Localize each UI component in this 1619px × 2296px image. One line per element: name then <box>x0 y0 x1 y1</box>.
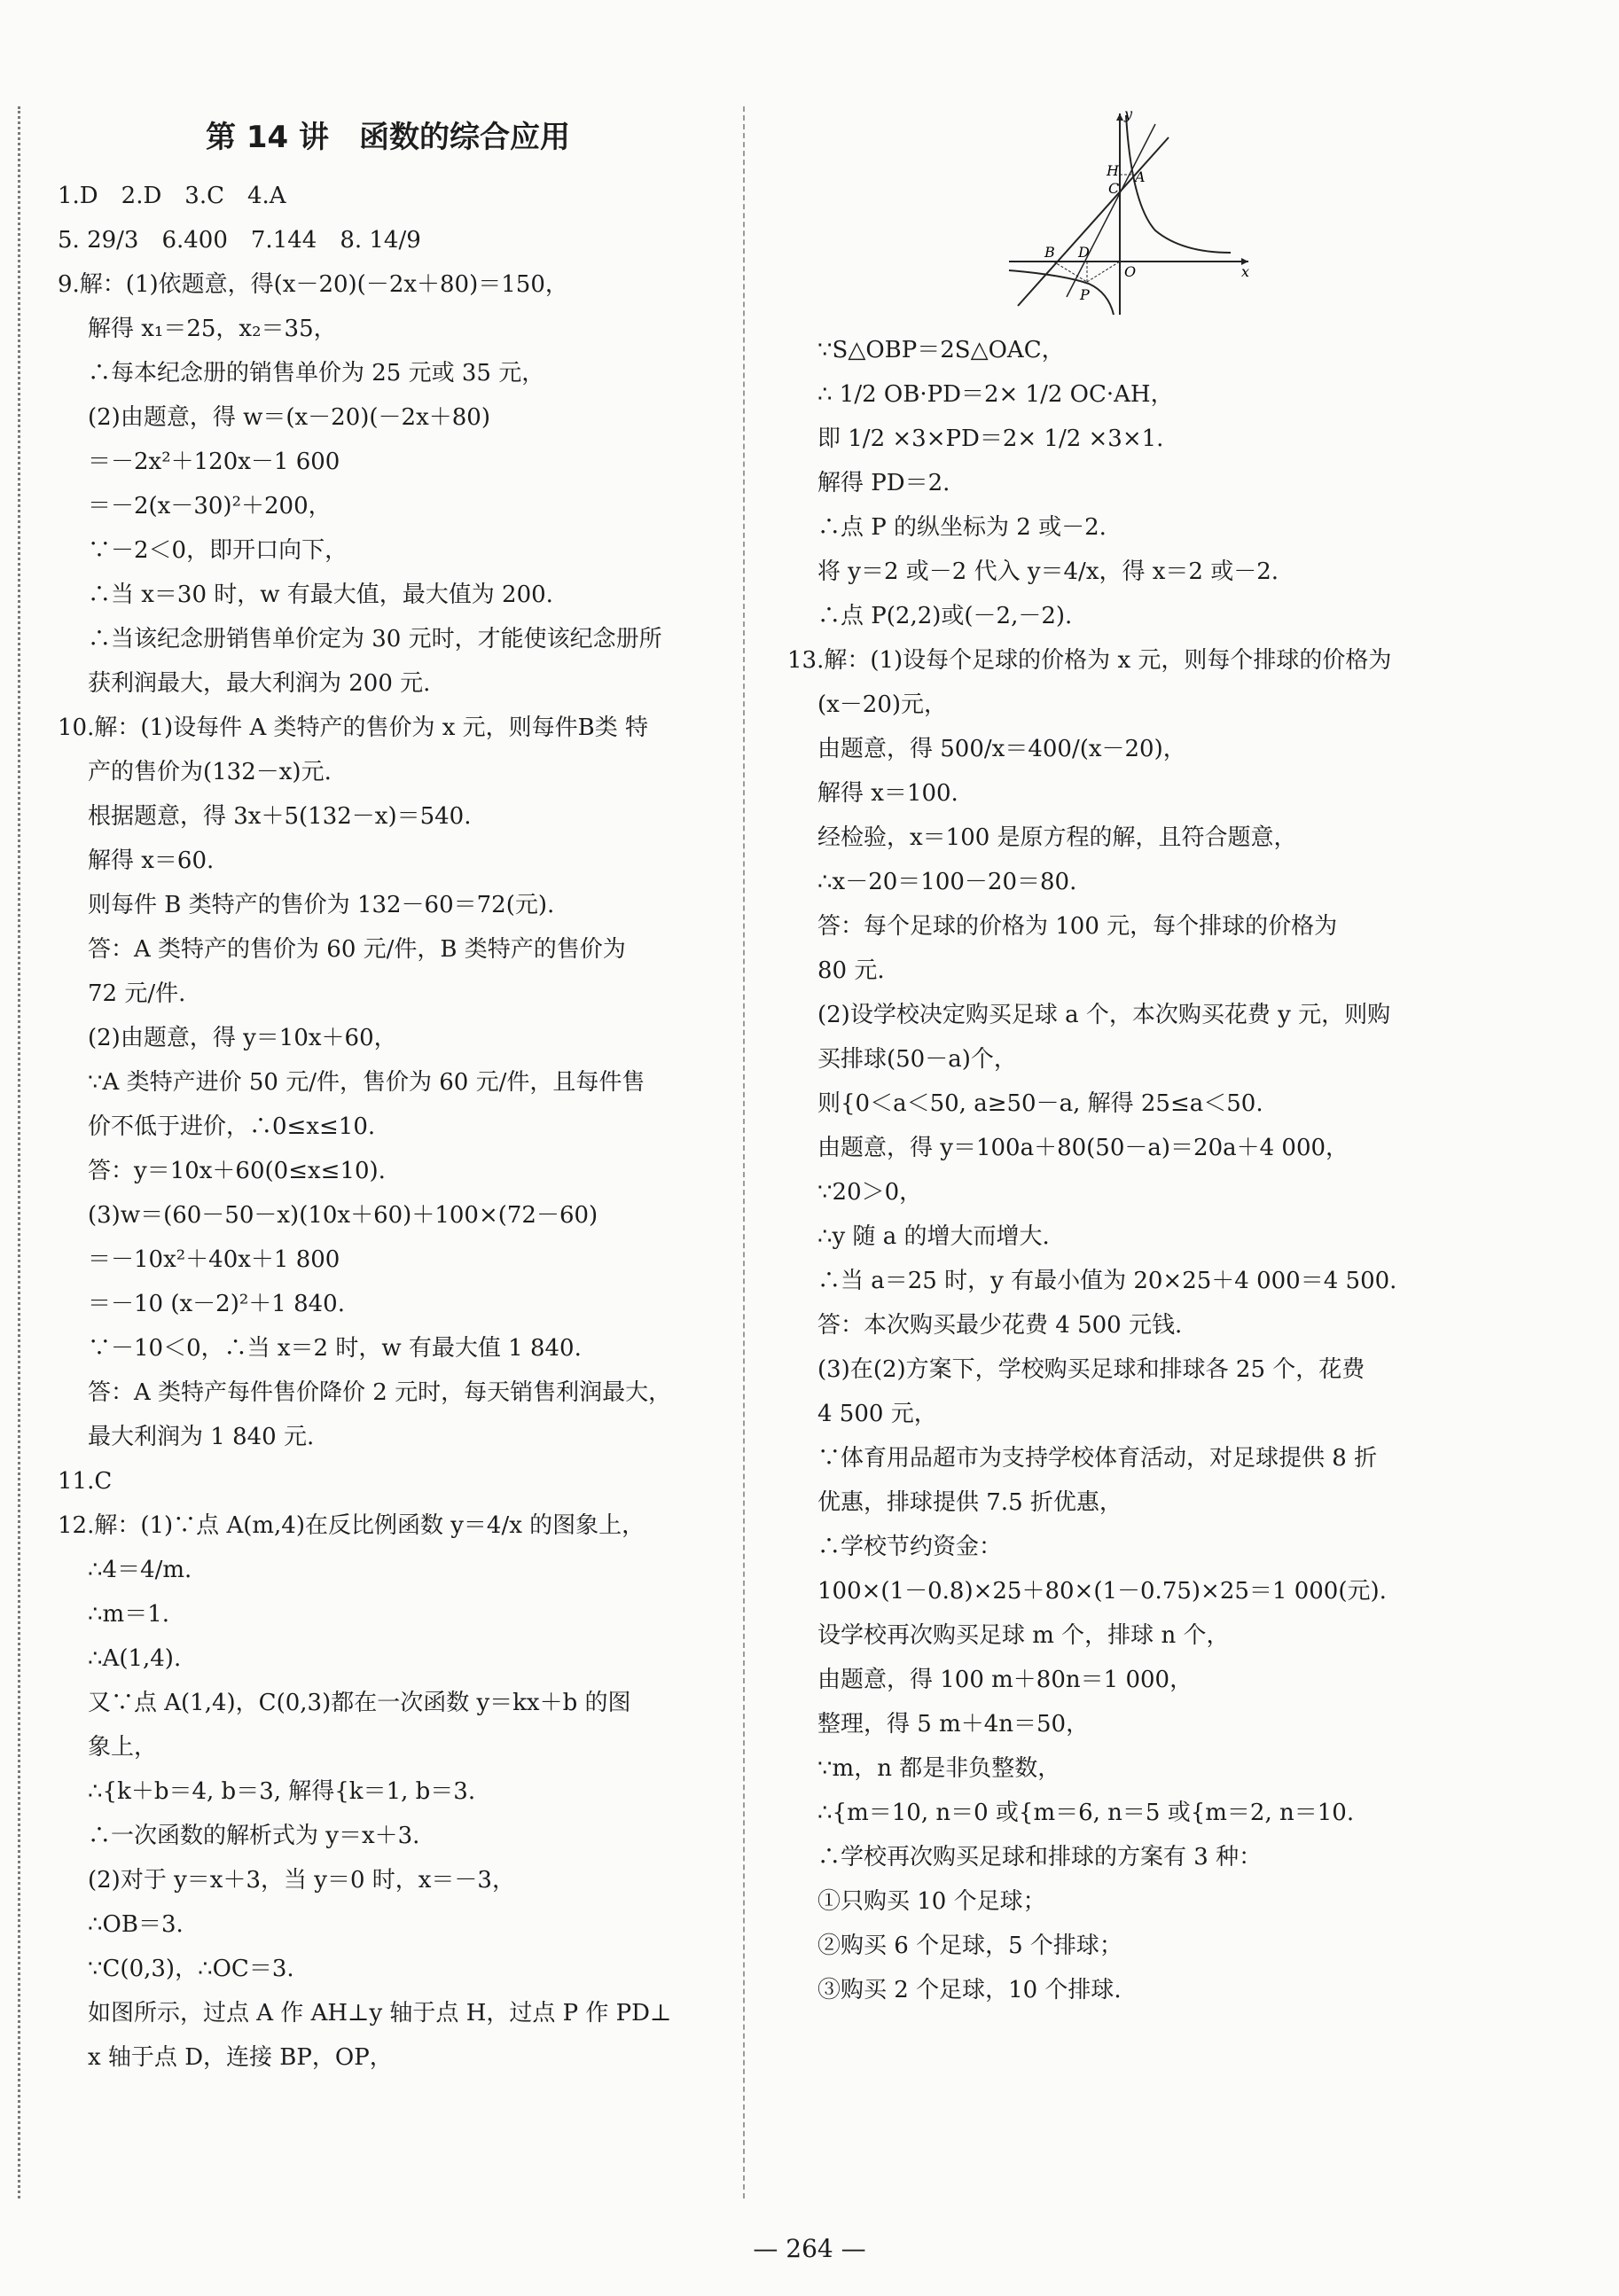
answer-line: ③购买 2 个足球，10 个排球. <box>817 1977 1122 2003</box>
answer-line: ＝－10 (x－2)²＋1 840. <box>88 1291 345 1317</box>
answer-line: 100×(1－0.8)×25＋80×(1－0.75)×25＝1 000(元). <box>817 1578 1387 1605</box>
answer-line: ∴点 P(2,2)或(－2,－2). <box>817 603 1073 629</box>
right-answer-lines <box>787 328 1448 2012</box>
answer-line: 由题意，得 500/x＝400/(x－20)， <box>817 736 1186 762</box>
answer-line: 解得 x₁＝25，x₂＝35， <box>88 316 337 342</box>
answer-line: 象上， <box>88 1734 158 1761</box>
answer-line: (x－20)元， <box>817 691 948 718</box>
label-p: P <box>1080 286 1090 303</box>
answer-line: ∵m，n 都是非负整数， <box>817 1755 1061 1782</box>
label-d: D <box>1078 244 1090 261</box>
answer-line: ∴当 x＝30 时，w 有最大值，最大值为 200. <box>88 582 553 608</box>
answer-line: ∴m＝1. <box>88 1601 170 1628</box>
answer-line: 答：本次购买最少花费 4 500 元钱. <box>817 1312 1183 1339</box>
answer-line: ＝－10x²＋40x＋1 800 <box>88 1246 340 1273</box>
answer-line: ∴x－20＝100－20＝80. <box>817 869 1077 895</box>
answer-line: 则每件 B 类特产的售价为 132－60＝72(元). <box>88 892 555 918</box>
answer-line: 4 500 元， <box>817 1401 937 1427</box>
answer-line: 设学校再次购买足球 m 个，排球 n 个， <box>817 1622 1230 1649</box>
answer-line: ∵A 类特产进价 50 元/件，售价为 60 元/件，且每件售 <box>88 1069 645 1096</box>
column-divider <box>743 106 745 2198</box>
answer-line: 整理，得 5 m＋4n＝50， <box>817 1711 1090 1738</box>
answer-line: ∴学校再次购买足球和排球的方案有 3 种： <box>817 1844 1263 1870</box>
answer-line: ②购买 6 个足球，5 个排球； <box>817 1933 1122 1959</box>
margin-dotted-line <box>18 106 20 2198</box>
answer-line: ∴{k＋b＝4, b＝3, 解得{k＝1, b＝3. <box>88 1778 476 1805</box>
answer-line: ∴OB＝3. <box>88 1911 184 1938</box>
answer-line: ∵C(0,3)，∴OC＝3. <box>88 1956 294 1982</box>
label-o: O <box>1124 263 1137 280</box>
answer-line: ∴ 1/2 OB·PD＝2× 1/2 OC·AH， <box>817 381 1174 408</box>
answer-line: 解得 x＝60. <box>88 847 215 874</box>
answer-line: 又∵点 A(1,4)，C(0,3)都在一次函数 y＝kx＋b 的图 <box>88 1690 631 1716</box>
answer-line: 80 元. <box>817 957 885 984</box>
answer-line: 最大利润为 1 840 元. <box>88 1424 315 1450</box>
answer-line: 10.解：(1)设每件 A 类特产的售价为 x 元，则每件B类 特 <box>58 715 649 741</box>
label-a: A <box>1135 168 1146 185</box>
answer-line: 11.C <box>58 1468 113 1495</box>
answer-line: ∵S△OBP＝2S△OAC， <box>817 337 1065 363</box>
answer-line: ①只购买 10 个足球； <box>817 1888 1046 1915</box>
answer-line: ＝－2(x－30)²＋200， <box>88 493 332 519</box>
answer-line: ∴4＝4/m. <box>88 1557 192 1583</box>
answer-line: 优惠，排球提供 7.5 折优惠， <box>817 1489 1122 1516</box>
answer-line: ∴一次函数的解析式为 y＝x＋3. <box>88 1823 420 1849</box>
answer-line: ∴点 P 的纵坐标为 2 或－2. <box>817 514 1107 541</box>
answer-line: 即 1/2 ×3×PD＝2× 1/2 ×3×1. <box>817 426 1164 452</box>
answer-line: 根据题意，得 3x＋5(132－x)＝540. <box>88 803 472 830</box>
answer-line: 答：A 类特产的售价为 60 元/件，B 类特产的售价为 <box>88 936 626 963</box>
label-c: C <box>1108 180 1120 197</box>
answer-line: (3)在(2)方案下，学校购买足球和排球各 25 个，花费 <box>817 1356 1365 1383</box>
function-graph <box>991 106 1257 319</box>
answer-line: 12.解：(1)∵点 A(m,4)在反比例函数 y＝4/x 的图象上， <box>58 1512 645 1539</box>
answer-line: ＝－2x²＋120x－1 600 <box>88 449 340 475</box>
answer-line: ∴当该纪念册销售单价定为 30 元时，才能使该纪念册所 <box>88 626 662 652</box>
page-title: 第 14 讲 函数的综合应用 <box>206 120 570 155</box>
answer-line: (2)对于 y＝x＋3，当 y＝0 时，x＝－3， <box>88 1867 515 1894</box>
answer-line: 答：每个足球的价格为 100 元，每个排球的价格为 <box>817 913 1338 940</box>
answer-line: ∵－2＜0，即开口向下， <box>88 537 348 564</box>
answer-line: 解得 x＝100. <box>817 780 958 807</box>
answer-line: (3)w＝(60－50－x)(10x＋60)＋100×(72－60) <box>88 1202 598 1229</box>
answer-line: ∵20＞0， <box>817 1179 923 1206</box>
answer-line: 价不低于进价，∴0≤x≤10. <box>88 1113 376 1140</box>
answer-line: ∴A(1,4). <box>88 1645 182 1672</box>
answer-line: ∴每本纪念册的销售单价为 25 元或 35 元， <box>88 360 545 387</box>
answer-line: 9.解：(1)依题意，得(x－20)(－2x＋80)＝150， <box>58 271 568 298</box>
answer-line: 答：y＝10x＋60(0≤x≤10). <box>88 1158 386 1184</box>
answer-line: 答：A 类特产每件售价降价 2 元时，每天销售利润最大， <box>88 1379 672 1406</box>
answer-line: 获利润最大，最大利润为 200 元. <box>88 670 431 697</box>
right-column <box>787 106 1448 2012</box>
answer-line: 13.解：(1)设每个足球的价格为 x 元，则每个排球的价格为 <box>787 647 1392 674</box>
answer-line: ∵体育用品超市为支持学校体育活动，对足球提供 8 折 <box>817 1445 1378 1472</box>
answer-line: 由题意，得 100 m＋80n＝1 000， <box>817 1667 1193 1693</box>
answer-line: ∴当 a＝25 时，y 有最小值为 20×25＋4 000＝4 500. <box>817 1268 1397 1294</box>
answer-line: ∴y 随 a 的增大而增大. <box>817 1223 1050 1250</box>
answer-line: 解得 PD＝2. <box>817 470 950 496</box>
label-x: x <box>1241 263 1250 280</box>
answer-line: 经检验，x＝100 是原方程的解，且符合题意， <box>817 824 1297 851</box>
label-b: B <box>1044 244 1055 261</box>
answer-line: 72 元/件. <box>88 980 186 1007</box>
label-h: H <box>1107 162 1119 179</box>
answer-line: (2)设学校决定购买足球 a 个，本次购买花费 y 元，则购 <box>817 1002 1391 1028</box>
page-number: — 264 — <box>753 2234 866 2263</box>
answer-line: (2)由题意，得 w＝(x－20)(－2x＋80) <box>88 404 490 431</box>
answer-line: 1.D 2.D 3.C 4.A <box>58 183 286 209</box>
answer-line: x 轴于点 D，连接 BP，OP， <box>88 2044 393 2071</box>
label-y: y <box>1124 106 1133 122</box>
answer-line: (2)由题意，得 y＝10x＋60， <box>88 1025 397 1051</box>
answer-line: 买排球(50－a)个， <box>817 1046 1017 1073</box>
answer-line: 如图所示，过点 A 作 AH⊥y 轴于点 H，过点 P 作 PD⊥ <box>88 2000 672 2027</box>
left-column <box>58 106 718 2080</box>
answer-line: 将 y＝2 或－2 代入 y＝4/x，得 x＝2 或－2. <box>817 558 1279 585</box>
answer-line: 由题意，得 y＝100a＋80(50－a)＝20a＋4 000， <box>817 1135 1349 1161</box>
left-answer-lines <box>58 174 718 2080</box>
answer-line: ∵－10＜0，∴当 x＝2 时，w 有最大值 1 840. <box>88 1335 582 1362</box>
answer-line: ∴{m＝10, n＝0 或{m＝6, n＝5 或{m＝2, n＝10. <box>817 1800 1355 1826</box>
answer-line: 5. 29/3 6.400 7.144 8. 14/9 <box>58 227 421 254</box>
answer-line: ∴学校节约资金： <box>817 1534 1003 1560</box>
answer-line: 则{0＜a＜50, a≥50－a, 解得 25≤a＜50. <box>817 1090 1263 1117</box>
answer-line: 产的售价为(132－x)元. <box>88 759 332 785</box>
